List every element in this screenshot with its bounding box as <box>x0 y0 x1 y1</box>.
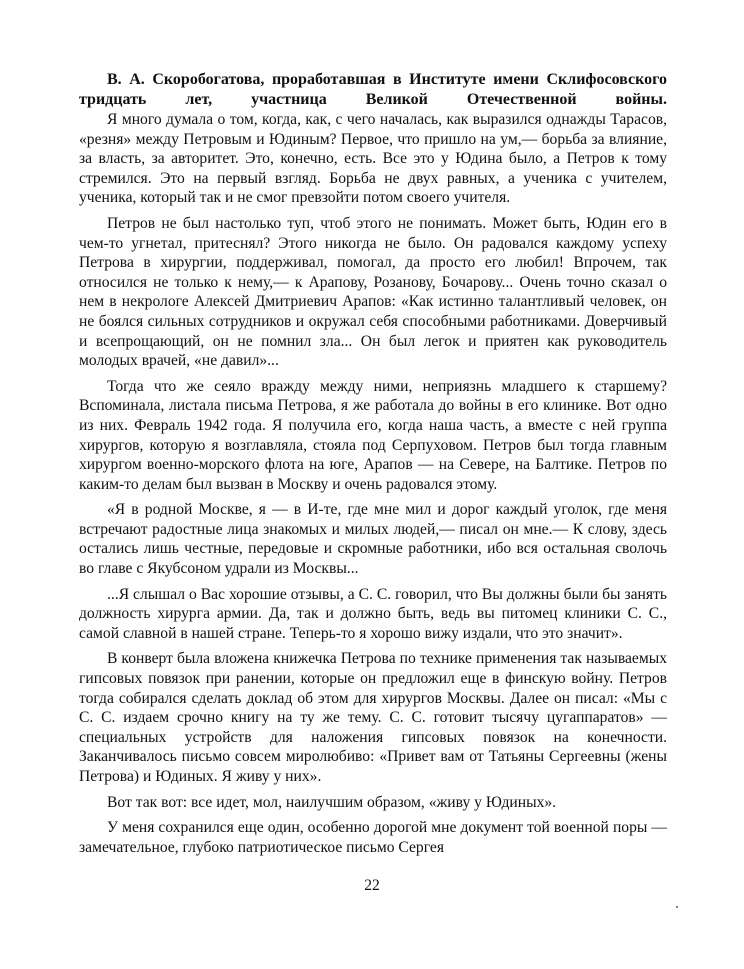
page-number: 22 <box>364 877 380 894</box>
paragraph-7: Вот так вот: все идет, мол, наилучшим образом, «живу у Юдиных». <box>107 793 557 811</box>
scan-speck <box>676 906 678 908</box>
page-body <box>79 70 667 863</box>
paragraph-5-quote: ...Я слышал о Вас хорошие отзывы, а С. С. говорил, что Вы должны были бы занять должность хирурга армии. Да, так и должно быть, ведь вы питомец клиники С. С., самой славной в нашей стране. Теперь-то я хорошо вижу издали, что это значит». <box>79 585 667 642</box>
paragraph-3: Тогда что же сеяло вражду между ними, неприязнь младшего к старшему? Вспоминала, листала письма Петрова, я же работала до войны в его клинике. Вот одно из них. Февраль 1942 года. Я получила его, когда наша часть, а вместе с ней группа хирургов, которую я возглавляла, стояла под Серпуховом. Петров был тогда главным хирургом военно-морского флота на юге, Арапов — на Севере, на Балтике. Петров по каким-то делам был вызван в Москву и очень радовался этому. <box>79 377 667 493</box>
section-heading: В. А. Скоробогатова, проработавшая в Институте имени Склифосовского тридцать лет, участница Великой Отечественной войны. <box>79 71 667 108</box>
paragraph-2: Петров не был настолько туп, чтоб этого не понимать. Может быть, Юдин его в чем-то угнетал, притеснял? Этого никогда не было. Он радовался каждому успеху Петрова в хирургии, поддерживал, помогал, да просто его любил! Впрочем, так относился не только к нему,— к Арапову, Розанову, Бочарову... Очень точно сказал о нем в некрологе Алексей Дмитриевич Арапов: «Как истинно талантливый человек, он не боялся сильных сотрудников и окружал себя способными работниками. Доверчивый и всепрощающий, он не помнил зла... Он был легок и приятен как руководитель молодых врачей, «не давил»... <box>79 214 667 370</box>
paragraph-8: У меня сохранился еще один, особенно дорогой мне документ той военной поры — замечательное, глубоко патриотическое письмо Сергея <box>79 819 667 856</box>
paragraph-6: В конверт была вложена книжечка Петрова по технике применения так называемых гипсовых повязок при ранении, которые он предложил еще в финскую войну. Петров тогда собирался сделать доклад об этом для хирургов Москвы. Далее он писал: «Мы с С. С. издаем срочно книгу на ту же тему. С. С. готовит тысячу цугаппаратов» — специальных устройств для наложения гипсовых повязок на конечности. Заканчивалось письмо совсем миролюбиво: «Привет вам от Татьяны Сергеевны (жены Петрова) и Юдиных. Я живу у них». <box>79 650 667 785</box>
paragraph-4-quote: «Я в родной Москве, я — в И-те, где мне мил и дорог каждый уголок, где меня встречают радостные лица знакомых и милых людей,— писал он мне.— К слову, здесь остались лишь честные, передовые и скромные работники, ибо вся остальная сволочь во главе с Якубсоном удрали из Москвы... <box>79 501 667 578</box>
paragraph-1: Я много думала о том, когда, как, с чего началась, как выразился однажды Тарасов, «резня» между Петровым и Юдиным? Первое, что пришло на ум,— борьба за влияние, за власть, за авторитет. Это, конечно, есть. Все это у Юдина было, а Петров к тому стремился. Это на первый взгляд. Борьба не двух равных, а ученика с учителем, ученика, который так и не смог превзойти потом своего учителя. <box>79 111 667 207</box>
